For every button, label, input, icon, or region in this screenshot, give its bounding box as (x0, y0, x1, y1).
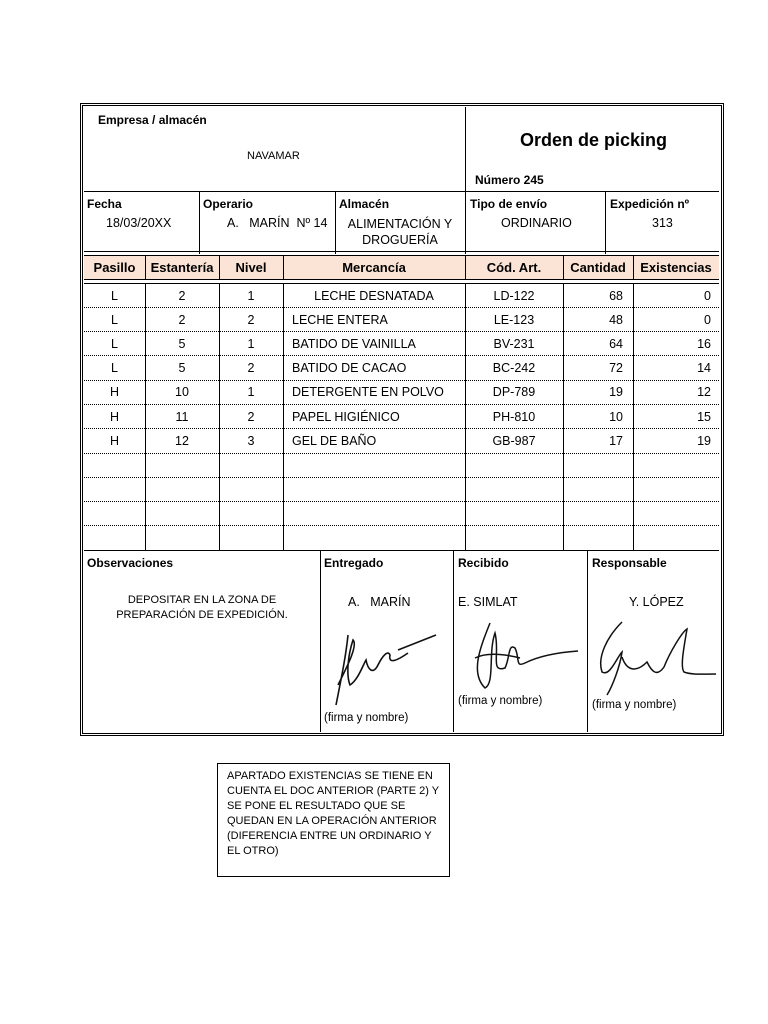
body-sep-3 (283, 283, 284, 550)
cell-goods: LECHE DESNATADA (314, 289, 434, 303)
info-divider-3 (465, 192, 466, 254)
shipping-type-value: ORDINARIO (501, 216, 572, 230)
cell-stock: 0 (704, 313, 711, 327)
observations-label: Observaciones (87, 556, 174, 570)
delivered-caption: (firma y nombre) (324, 712, 409, 724)
footer-sep-2 (453, 551, 454, 732)
cell-shelf: 12 (175, 434, 189, 448)
cell-code: LE-123 (493, 313, 535, 327)
cell-level: 2 (247, 410, 255, 424)
page-title: Orden de picking (520, 130, 668, 150)
cell-shelf: 11 (175, 410, 189, 424)
row-line-9 (84, 501, 719, 502)
cell-stock: 16 (697, 337, 711, 351)
cell-shelf: 10 (175, 385, 189, 399)
cell-goods: DETERGENTE EN POLVO (292, 385, 444, 399)
row-line-7 (84, 453, 719, 454)
cell-shelf: 2 (178, 289, 186, 303)
info-divider-4 (605, 192, 606, 254)
received-label: Recibido (458, 556, 509, 570)
cell-code: BV-231 (493, 337, 535, 351)
cell-quantity: 10 (609, 410, 623, 424)
responsible-label: Responsable (592, 556, 667, 570)
received-signature-image (460, 613, 580, 693)
cell-code: LD-122 (493, 289, 535, 303)
warehouse-value: ALIMENTACIÓN Y DROGUERÍA (347, 217, 453, 247)
cell-aisle: L (111, 337, 118, 351)
row-line-8 (84, 477, 719, 478)
cell-stock: 12 (697, 385, 711, 399)
cell-aisle: L (111, 289, 118, 303)
cell-code: GB-987 (492, 434, 536, 448)
delivered-signature-image (328, 625, 438, 710)
header-divider (465, 107, 466, 192)
cell-goods: BATIDO DE CACAO (292, 361, 407, 375)
cell-quantity: 19 (609, 385, 623, 399)
cell-stock: 14 (697, 361, 711, 375)
info-divider-2 (335, 192, 336, 254)
col-level: Nivel (235, 260, 267, 275)
cell-code: BC-242 (492, 361, 536, 375)
cell-shelf: 2 (178, 313, 186, 327)
cell-quantity: 48 (609, 313, 623, 327)
operator-value: A. MARÍN Nº 14 (227, 216, 328, 230)
cell-aisle: L (111, 361, 118, 375)
info-divider-1 (199, 192, 200, 254)
hdr-sep-6 (633, 255, 634, 279)
cell-aisle: L (111, 313, 118, 327)
company-label: Empresa / almacén (98, 113, 207, 127)
expedition-label: Expedición nº (610, 197, 690, 211)
hdr-sep-4 (465, 255, 466, 279)
cell-level: 2 (247, 361, 255, 375)
company-value: NAVAMAR (247, 150, 300, 162)
cell-stock: 0 (704, 289, 711, 303)
cell-aisle: H (109, 385, 120, 399)
cell-level: 1 (247, 289, 255, 303)
col-shelf: Estantería (150, 260, 214, 275)
cell-aisle: H (109, 410, 120, 424)
col-aisle: Pasillo (93, 260, 136, 275)
cell-level: 3 (247, 434, 255, 448)
col-goods: Mercancía (342, 260, 406, 275)
cell-quantity: 68 (609, 289, 623, 303)
stock-note-box: APARTADO EXISTENCIAS SE TIENE EN CUENTA EL DOC ANTERIOR (PARTE 2) Y SE PONE EL RESULTADO QUE SE QUEDAN EN LA OPERACIÓN ANTERIOR (DIFERENCIA ENTRE UN ORDINARIO Y EL OTRO) (217, 763, 450, 877)
delivered-label: Entregado (324, 556, 384, 570)
hdr-sep-3 (283, 255, 284, 279)
table-header (84, 255, 719, 280)
cell-level: 1 (247, 385, 255, 399)
cell-goods: LECHE ENTERA (292, 313, 388, 327)
cell-quantity: 64 (609, 337, 623, 351)
cell-goods: PAPEL HIGIÉNICO (292, 410, 400, 424)
cell-shelf: 5 (178, 337, 186, 351)
footer-sep-1 (320, 551, 321, 732)
info-bottom-line (84, 251, 719, 252)
cell-goods: BATIDO DE VAINILLA (292, 337, 416, 351)
col-quantity: Cantidad (570, 260, 626, 275)
order-number: Número 245 (475, 173, 544, 187)
table-bottom-line (84, 550, 719, 551)
responsible-signature-image (592, 617, 717, 697)
responsible-name: Y. LÓPEZ (629, 595, 684, 609)
cell-level: 1 (247, 337, 255, 351)
cell-stock: 15 (697, 410, 711, 424)
hdr-sep-2 (219, 255, 220, 279)
date-label: Fecha (87, 197, 122, 211)
col-code: Cód. Art. (486, 260, 542, 275)
col-stock: Existencias (640, 260, 712, 275)
hdr-sep-1 (145, 255, 146, 279)
delivered-name: A. MARÍN (348, 595, 411, 609)
cell-code: PH-810 (492, 410, 536, 424)
cell-goods: GEL DE BAÑO (292, 434, 377, 448)
hdr-sep-5 (563, 255, 564, 279)
warehouse-label: Almacén (339, 197, 390, 211)
shipping-type-label: Tipo de envío (470, 197, 548, 211)
observations-value: DEPOSITAR EN LA ZONA DE PREPARACIÓN DE EXPEDICIÓN. (116, 594, 288, 621)
cell-level: 2 (247, 313, 255, 327)
operator-label: Operario (203, 197, 254, 211)
date-value: 18/03/20XX (106, 216, 172, 230)
cell-quantity: 72 (609, 361, 623, 375)
cell-stock: 19 (697, 434, 711, 448)
row-line-10 (84, 525, 719, 526)
cell-quantity: 17 (609, 434, 623, 448)
received-caption: (firma y nombre) (458, 695, 543, 707)
responsible-caption: (firma y nombre) (592, 699, 677, 711)
expedition-value: 313 (652, 216, 673, 230)
cell-aisle: H (109, 434, 120, 448)
header-bottom-line (84, 191, 719, 192)
cell-code: DP-789 (492, 385, 536, 399)
footer-sep-3 (587, 551, 588, 732)
received-name: E. SIMLAT (458, 595, 518, 609)
cell-shelf: 5 (178, 361, 186, 375)
